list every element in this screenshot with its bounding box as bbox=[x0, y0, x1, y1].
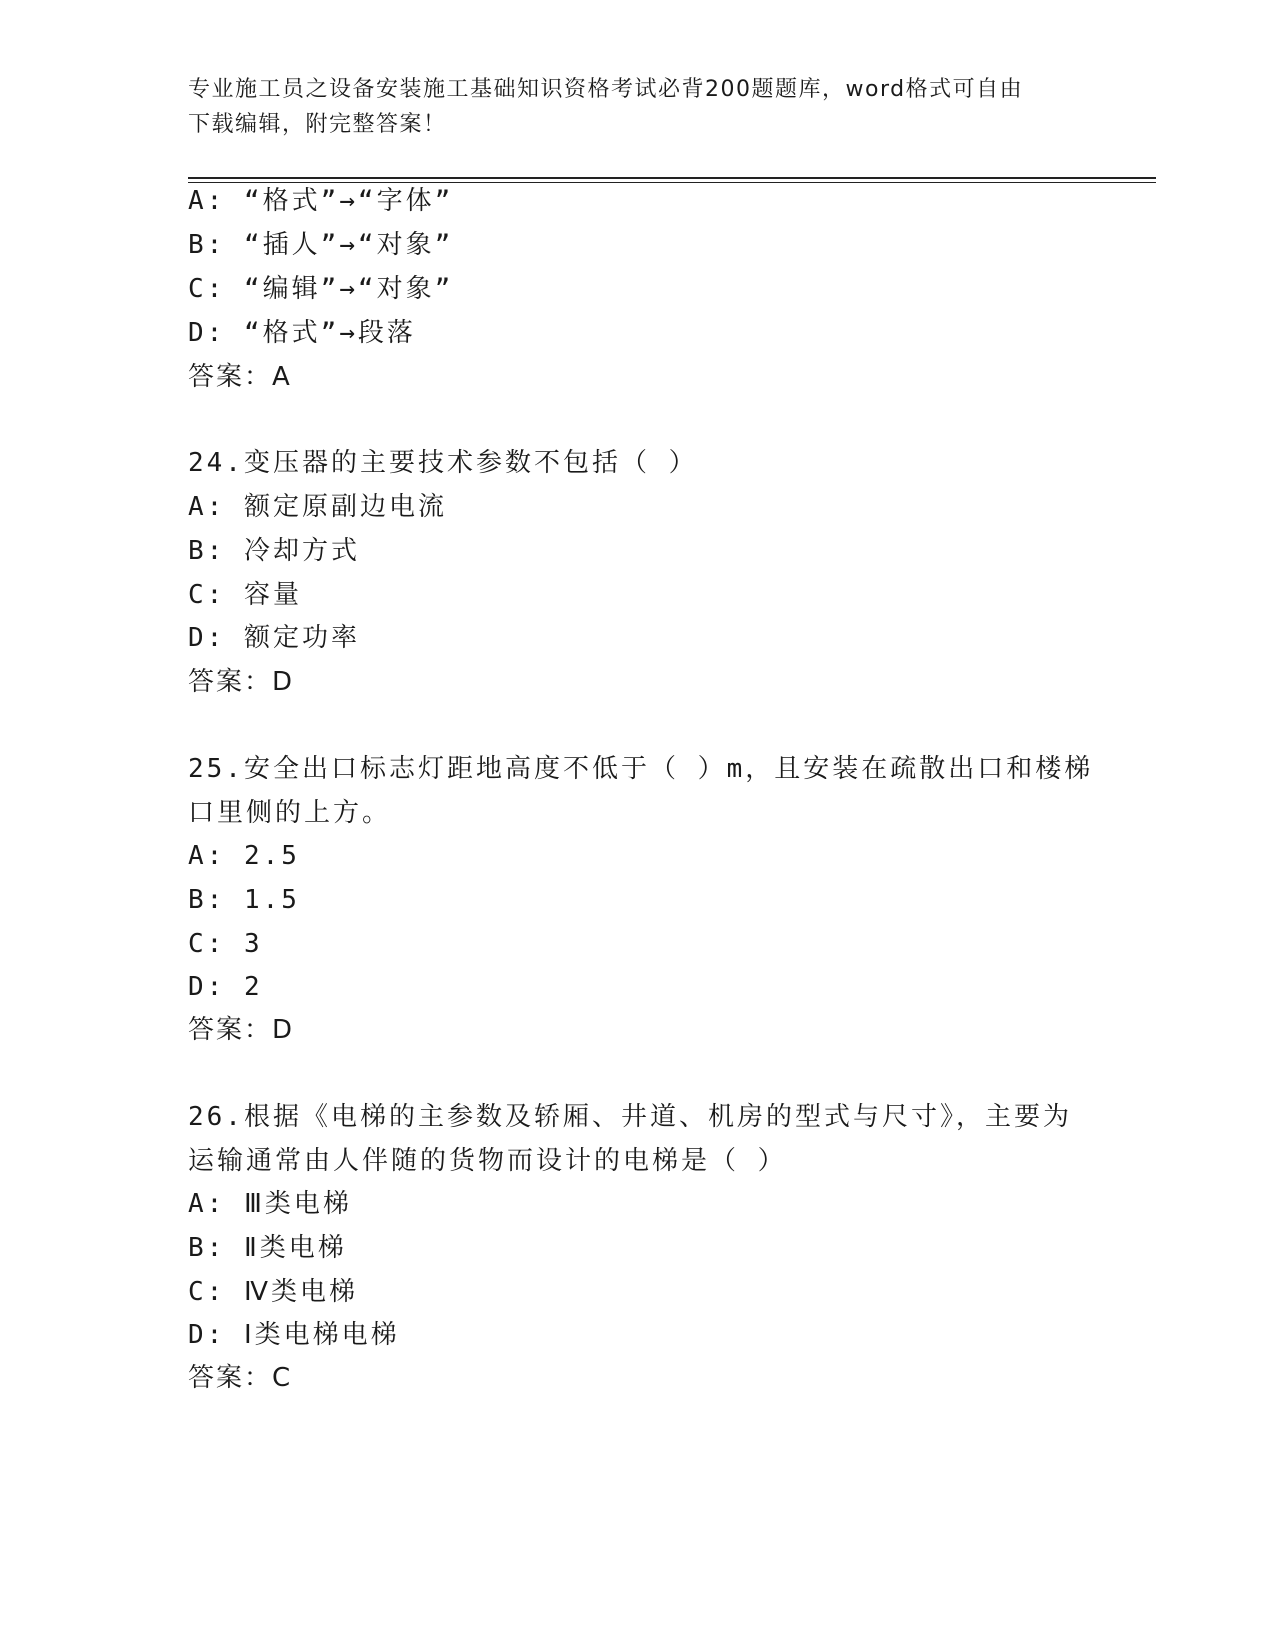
q23-option-b: B: “插人”→“对象” bbox=[188, 230, 454, 260]
q23-option-c: C: “编辑”→“对象” bbox=[188, 274, 454, 304]
q25-answer: 答案：D bbox=[188, 1015, 295, 1045]
q24-option-c: C: 容量 bbox=[188, 580, 302, 610]
q25-question-line-1: 25.安全出口标志灯距地高度不低于（ ）m，且安装在疏散出口和楼梯 bbox=[188, 754, 1094, 784]
q24-answer: 答案：D bbox=[188, 667, 295, 697]
q26-answer: 答案：C bbox=[188, 1363, 293, 1393]
q23-option-d: D: “格式”→段落 bbox=[188, 318, 416, 348]
q23-answer: 答案：A bbox=[188, 362, 292, 392]
q24-option-b: B: 冷却方式 bbox=[188, 536, 360, 566]
header-line-2: 下载编辑，附完整答案！ bbox=[188, 112, 447, 137]
q25-option-a: A: 2.5 bbox=[188, 841, 300, 871]
q24-option-a: A: 额定原副边电流 bbox=[188, 492, 447, 522]
q26-option-d: D: Ⅰ类电梯电梯 bbox=[188, 1320, 400, 1350]
q25-option-d: D: 2 bbox=[188, 972, 263, 1002]
header-divider-thick bbox=[188, 177, 1156, 179]
q26-question-line-2: 运输通常由人伴随的货物而设计的电梯是（ ） bbox=[188, 1146, 787, 1176]
q26-option-a: A: Ⅲ类电梯 bbox=[188, 1189, 352, 1219]
q23-option-a: A: “格式”→“字体” bbox=[188, 186, 454, 216]
document-header bbox=[188, 72, 1088, 142]
header-line-1: 专业施工员之设备安装施工基础知识资格考试必背200题题库，word格式可自由 bbox=[188, 77, 1024, 102]
q25-option-c: C: 3 bbox=[188, 929, 263, 959]
q24-question: 24.变压器的主要技术参数不包括（ ） bbox=[188, 448, 698, 478]
q26-question-line-1: 26.根据《电梯的主参数及轿厢、井道、机房的型式与尺寸》，主要为 bbox=[188, 1102, 1072, 1132]
q26-option-b: B: Ⅱ类电梯 bbox=[188, 1233, 347, 1263]
q25-option-b: B: 1.5 bbox=[188, 885, 300, 915]
header-divider-thin bbox=[188, 182, 1156, 183]
q25-question-line-2: 口里侧的上方。 bbox=[188, 798, 392, 828]
q26-option-c: C: Ⅳ类电梯 bbox=[188, 1277, 358, 1307]
q24-option-d: D: 额定功率 bbox=[188, 623, 360, 653]
